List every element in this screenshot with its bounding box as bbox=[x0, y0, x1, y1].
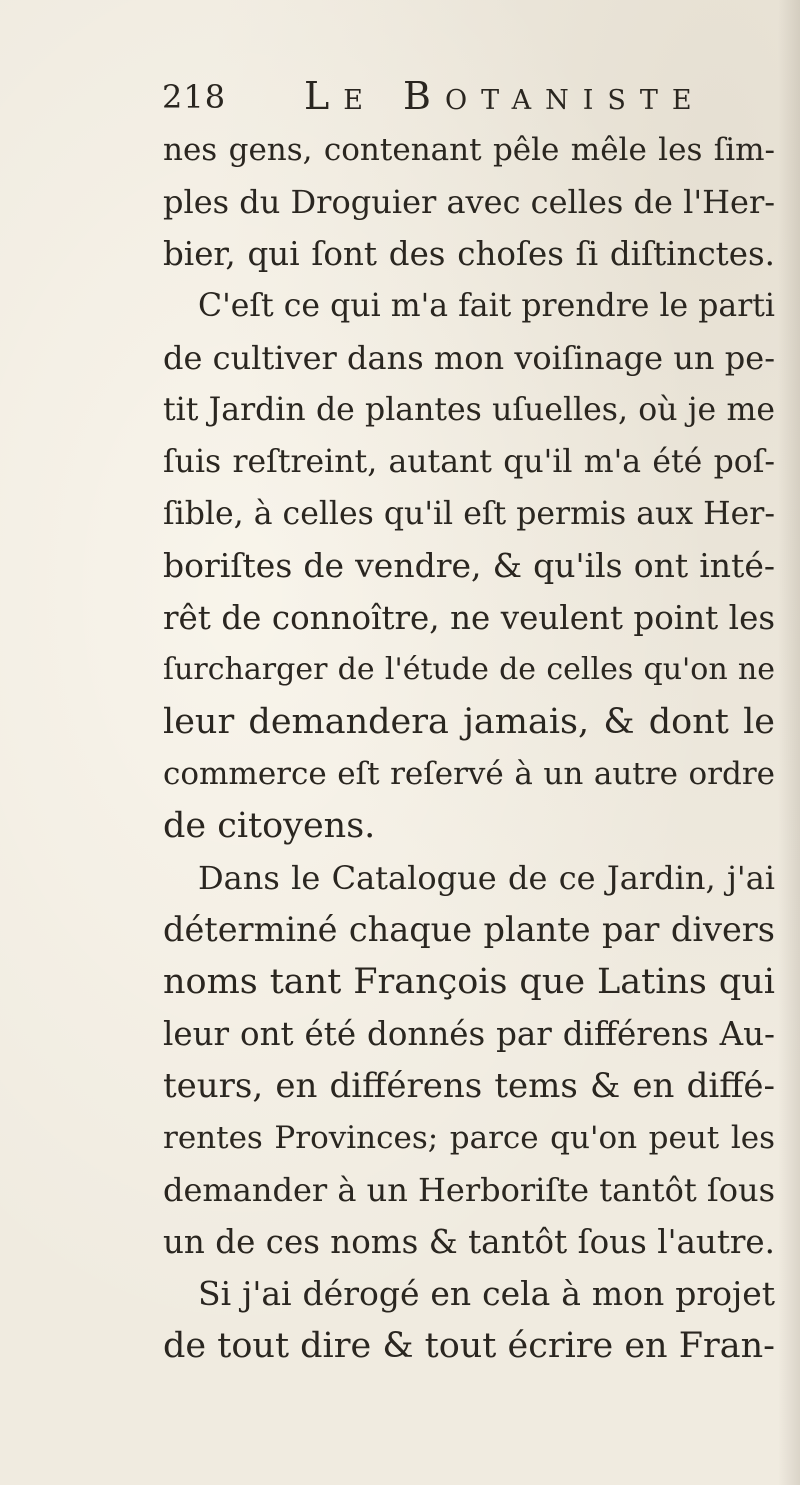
text-line: ples du Droguier avec celles de l'Her- bbox=[163, 183, 776, 221]
page-edge-shadow bbox=[778, 0, 800, 1485]
text-line: boriſtes de vendre, & qu'ils ont inté- bbox=[163, 546, 775, 585]
text-line: ſible, à celles qu'il eſt permis aux Her- bbox=[163, 496, 775, 532]
text-line: rêt de connoître, ne veulent point les bbox=[163, 599, 775, 637]
text-line: leur demandera jamais, & dont le bbox=[163, 702, 775, 742]
running-title: Le Botaniste bbox=[304, 74, 706, 118]
text-line: un de ces noms & tantôt ſous l'autre. bbox=[163, 1223, 775, 1261]
text-line: leur ont été donnés par différens Au- bbox=[163, 1015, 775, 1053]
text-line: déterminé chaque plante par divers bbox=[163, 910, 775, 949]
text-line: demander à un Herboriſte tantôt ſous bbox=[163, 1171, 776, 1209]
text-line: nes gens, contenant pêle mêle les ſim- bbox=[163, 132, 775, 168]
page-number: 218 bbox=[162, 78, 227, 116]
text-line: noms tant François que Latins qui bbox=[163, 962, 775, 1002]
text-line: teurs, en différens tems & en diffé- bbox=[163, 1066, 775, 1106]
text-line: Si j'ai dérogé en cela à mon projet bbox=[198, 1274, 775, 1313]
text-line: de cultiver dans mon voiſinage un pe- bbox=[163, 339, 775, 377]
text-line: Dans le Catalogue de ce Jardin, j'ai bbox=[198, 859, 775, 897]
text-line: ſuis reſtreint, autant qu'il m'a été poſ- bbox=[163, 444, 775, 480]
text-line: rentes Provinces; parce qu'on peut les bbox=[163, 1120, 775, 1156]
text-line: bier, qui ſont des choſes ſi diſtinctes. bbox=[163, 235, 775, 273]
body-text bbox=[163, 124, 775, 1372]
text-line: de tout dire & tout écrire en Fran- bbox=[163, 1326, 775, 1366]
text-line: tit Jardin de plantes uſuelles, où je me bbox=[163, 392, 775, 428]
text-line: ſurcharger de l'étude de celles qu'on ne bbox=[163, 652, 775, 687]
page-header bbox=[162, 74, 706, 124]
text-line: commerce eſt reſervé à un autre ordre bbox=[163, 756, 775, 792]
text-line: de citoyens. bbox=[163, 806, 376, 846]
text-line: C'eſt ce qui m'a fait prendre le parti bbox=[198, 288, 775, 324]
